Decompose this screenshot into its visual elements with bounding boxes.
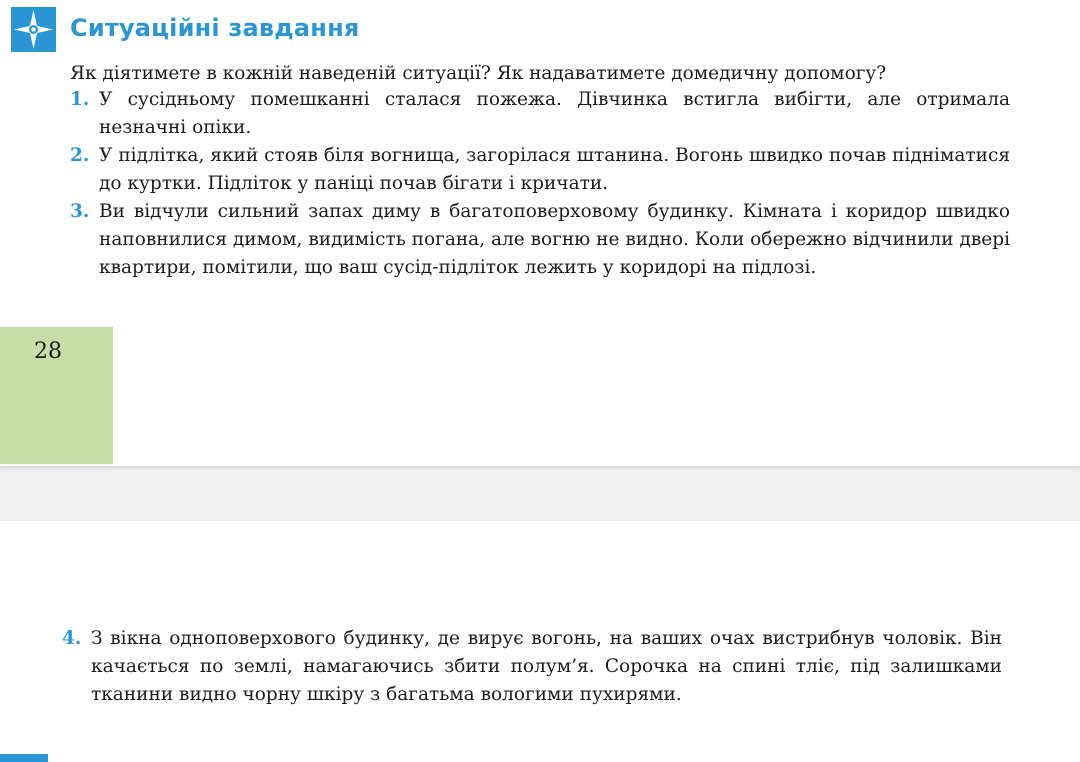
page-gap — [0, 466, 1080, 521]
task-number: 4. — [62, 628, 82, 649]
task-text: Ви відчули сильний запах диму в багатоповерховому будинку. Кімната і коридор швидко наповнилися димом, видимість погана, але вогню не видно. Коли обережно відчинили двері квартири, помітили, що ваш сусід-підліток лежить у коридорі на підлозі. — [99, 201, 1010, 278]
page-29 — [0, 521, 1080, 762]
task-item-3 — [70, 198, 1010, 282]
compass-star-icon — [11, 7, 56, 52]
page-number-tab — [0, 327, 113, 464]
task-text: У підлітка, який стояв біля вогнища, загорілася штанина. Вогонь швидко почав підніматися до куртки. Підліток у паніці почав бігати і кричати. — [99, 145, 1010, 194]
task-number: 3. — [70, 201, 90, 222]
task-item-1 — [70, 86, 1010, 142]
task-item-2 — [70, 142, 1010, 198]
section-title: Ситуаційні завдання — [70, 14, 360, 42]
task-number: 2. — [70, 145, 90, 166]
task-number: 1. — [70, 89, 90, 110]
task-text: У сусідньому помешканні сталася пожежа. Дівчинка встигла вибігти, але отримала незначні опіки. — [99, 89, 1010, 138]
corner-marker — [0, 754, 48, 762]
page-number: 28 — [34, 339, 62, 364]
task-item-4 — [62, 625, 1002, 709]
task-text: З вікна одноповерхового будинку, де вирує вогонь, на ваших очах вистрибнув чоловік. Він качається по землі, намагаючись збити полум’я. Сорочка на спині тліє, під залишками тканини видно чорну шкіру з багатьма вологими пухирями. — [91, 628, 1002, 705]
intro-question: Як діятимете в кожній наведеній ситуації? Як надаватимете домедичну допомогу? — [70, 63, 887, 84]
